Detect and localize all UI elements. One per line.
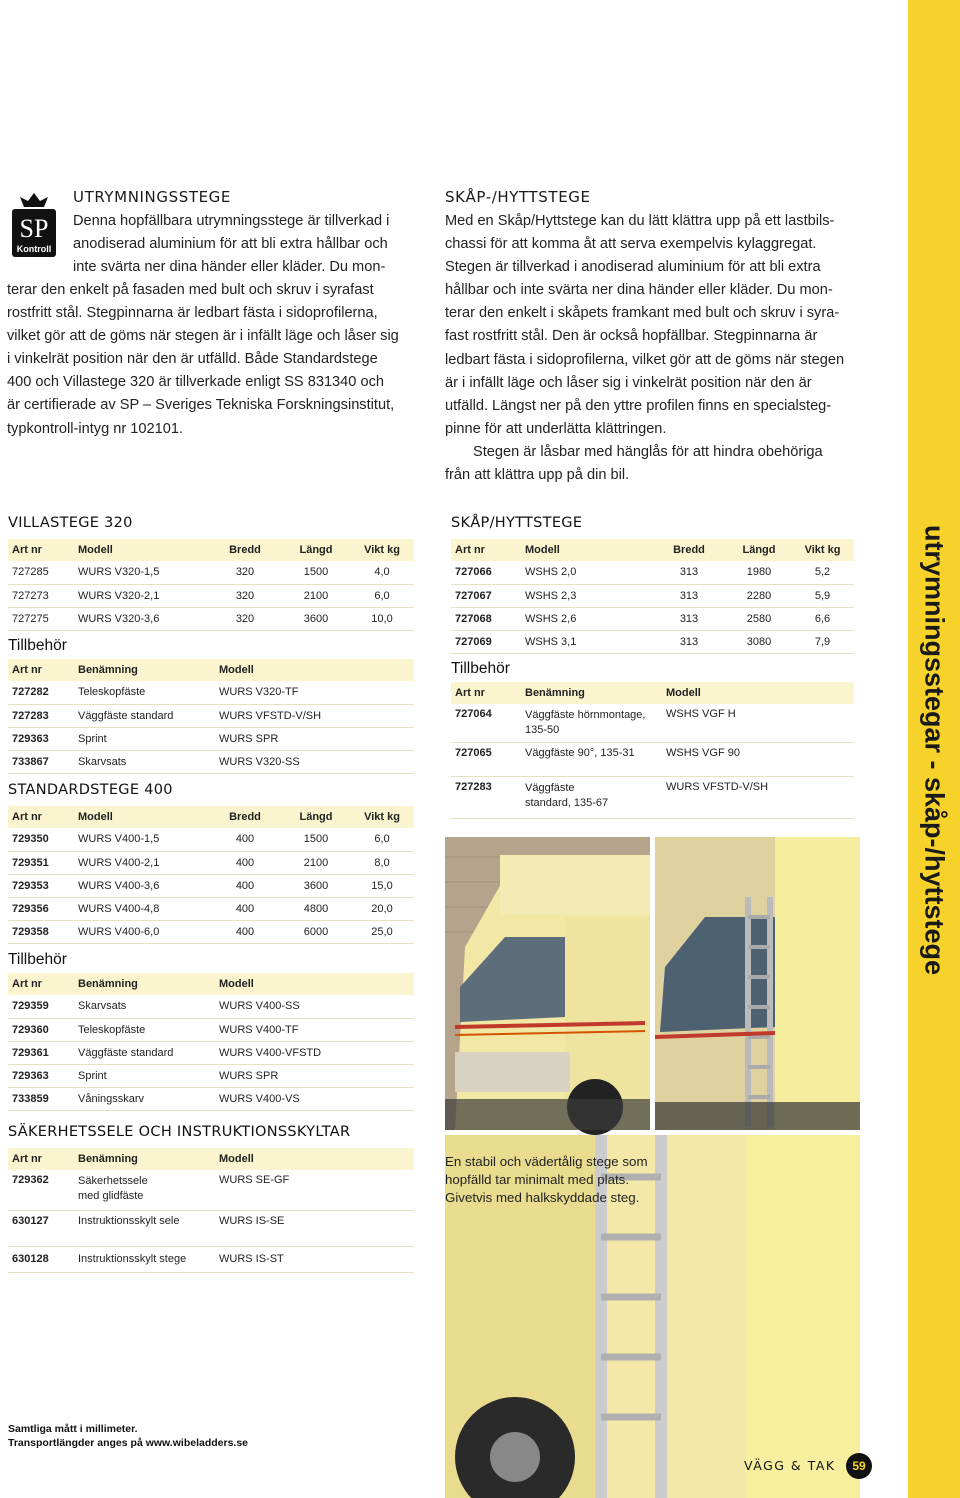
col-header: Art nr	[8, 659, 74, 681]
col-header: Benämning	[74, 659, 215, 681]
intro-line: fast rostfritt stål. Den är också hopfällbar. Stegpinnarna är	[445, 328, 818, 345]
cell: 6,6	[791, 607, 854, 630]
table-row	[451, 742, 854, 776]
logo-sp-text: SP	[19, 214, 49, 243]
cell: 727283	[8, 704, 74, 727]
col-header: Benämning	[74, 973, 215, 995]
cell: 729360	[8, 1018, 74, 1041]
cell: 2580	[727, 607, 791, 630]
cell: Teleskopfäste	[74, 1018, 215, 1041]
cell: 313	[651, 584, 727, 607]
intro-line: utfälld. Längst ner på den yttre profilen finns en specialsteg-	[445, 397, 832, 414]
cell: WURS V400-2,1	[74, 851, 208, 874]
cell: Väggfäste standard	[74, 704, 215, 727]
cell: WURS IS-SE	[215, 1210, 414, 1246]
table-row	[451, 561, 854, 584]
cell: WURS V400-6,0	[74, 920, 208, 943]
table-row	[8, 851, 414, 874]
intro-line: från att klättra upp på din bil.	[445, 467, 630, 484]
intro-line: Stegen är låsbar med hänglås för att hindra obehöriga	[473, 443, 823, 460]
intro-line: är certifierade av SP – Sveriges Tekniska Forskningsinstitut,	[7, 397, 395, 414]
cell: 400	[208, 828, 282, 851]
cell: 6,0	[350, 584, 414, 607]
skap-table	[451, 539, 854, 654]
cell: Skarvsats	[74, 750, 215, 773]
intro-line: inte svärta ner dina händer eller kläder. Du mon-	[73, 259, 386, 276]
intro-line: rostfritt stål. Stegpinnarna är ledbart fästa i sidoprofilerna,	[7, 305, 378, 322]
cell: Väggfäste 90°, 135-31	[521, 742, 662, 776]
cell: 630127	[8, 1210, 74, 1246]
cell: 729363	[8, 1064, 74, 1087]
col-header: Art nr	[8, 1148, 74, 1170]
cell: 15,0	[350, 874, 414, 897]
cell: 729363	[8, 727, 74, 750]
intro-line: i vinkelrät position när den är utfälld. Både Standardstege	[7, 351, 378, 368]
villastege-title: VILLASTEGE 320	[8, 515, 133, 531]
standardstege-table	[8, 806, 414, 944]
villastege-tillbehor-title: Tillbehör	[8, 637, 67, 654]
section-label: VÄGG & TAK	[744, 1458, 836, 1473]
col-header: Art nr	[451, 682, 521, 704]
col-header: Benämning	[521, 682, 662, 704]
cell: 727065	[451, 742, 521, 776]
cell: WURS VFSTD-V/SH	[662, 776, 854, 818]
cell: 2100	[282, 851, 350, 874]
table-row	[8, 1246, 414, 1272]
cell: 400	[208, 897, 282, 920]
col-header: Längd	[727, 539, 791, 561]
col-header: Art nr	[8, 973, 74, 995]
table-row	[8, 1041, 414, 1064]
cell: 320	[208, 607, 282, 630]
col-header: Art nr	[8, 539, 74, 561]
cell: 3600	[282, 607, 350, 630]
table-row	[8, 1170, 414, 1210]
table-header-row	[8, 1148, 414, 1170]
cell: WSHS 3,1	[521, 630, 651, 653]
intro-line: hållbar och inte svärta ner dina händer eller kläder. Du mon-	[445, 282, 833, 299]
cell: 630128	[8, 1246, 74, 1272]
col-header: Längd	[282, 539, 350, 561]
cell: WURS V320-1,5	[74, 561, 208, 584]
col-header: Vikt kg	[791, 539, 854, 561]
table-header-row	[451, 539, 854, 561]
col-header: Modell	[215, 1148, 414, 1170]
table-row	[8, 897, 414, 920]
intro-line: anodiserad aluminium för att bli extra hållbar och	[73, 236, 388, 253]
col-header: Art nr	[8, 806, 74, 828]
table-row	[8, 681, 414, 704]
sp-kontroll-logo	[8, 189, 60, 261]
cell: 727282	[8, 681, 74, 704]
right-intro-body	[445, 210, 844, 487]
table-row	[451, 607, 854, 630]
table-row	[8, 584, 414, 607]
cell: 6000	[282, 920, 350, 943]
cell: 1500	[282, 828, 350, 851]
cell: 5,9	[791, 584, 854, 607]
cell: Sprint	[74, 727, 215, 750]
cell: 320	[208, 561, 282, 584]
cell: 320	[208, 584, 282, 607]
cell: 4,0	[350, 561, 414, 584]
cell: 400	[208, 851, 282, 874]
intro-line: Stegen är tillverkad i anodiserad aluminium för att bli extra	[445, 259, 821, 276]
cell: WURS SE-GF	[215, 1170, 414, 1210]
table-row	[8, 704, 414, 727]
cell: Sprint	[74, 1064, 215, 1087]
table-row	[8, 727, 414, 750]
table-row	[8, 995, 414, 1018]
cell: 400	[208, 920, 282, 943]
cell: Väggfäste hörnmontage, 135-50	[521, 704, 662, 742]
col-header: Benämning	[74, 1148, 215, 1170]
intro-line: Denna hopfällbara utrymningsstege är tillverkad i	[73, 213, 390, 229]
cell: WSHS 2,6	[521, 607, 651, 630]
utrymningsstege-heading: UTRYMNINGSSTEGE	[73, 188, 231, 206]
intro-line: 400 och Villastege 320 är tillverkade enligt SS 831340 och	[7, 374, 384, 391]
table-row	[8, 1087, 414, 1110]
cell: 727066	[451, 561, 521, 584]
table-row	[8, 1018, 414, 1041]
cell: 4800	[282, 897, 350, 920]
side-label: utrymningsstegar - skåp-/hyttstege	[919, 524, 950, 976]
cell: WSHS 2,3	[521, 584, 651, 607]
col-header: Vikt kg	[350, 539, 414, 561]
cell: 733859	[8, 1087, 74, 1110]
skap-title: SKÅP/HYTTSTEGE	[451, 515, 583, 531]
cell: 729353	[8, 874, 74, 897]
col-header: Bredd	[651, 539, 727, 561]
cell: 733867	[8, 750, 74, 773]
intro-line: chassi för att komma åt att serva exempelvis kylaggregat.	[445, 236, 817, 253]
col-header: Modell	[74, 539, 208, 561]
intro-line: terar den enkelt i skåpets framkant med bult och skruv i syra-	[445, 305, 840, 322]
cell: WURS V400-1,5	[74, 828, 208, 851]
col-header: Bredd	[208, 806, 282, 828]
villastege-accessories-table	[8, 659, 414, 774]
cell: WSHS 2,0	[521, 561, 651, 584]
cell: WURS V400-4,8	[74, 897, 208, 920]
cell: WURS V400-VFSTD	[215, 1041, 414, 1064]
table-row	[8, 561, 414, 584]
cell: 727064	[451, 704, 521, 742]
page-number: 59	[846, 1453, 872, 1479]
col-header: Modell	[215, 659, 414, 681]
table-header-row	[8, 659, 414, 681]
cell: Säkerhetssele med glidfäste	[74, 1170, 215, 1210]
skap-accessories-table	[451, 682, 854, 819]
cell: 1500	[282, 561, 350, 584]
footnote-line: Transportlängder anges på www.wibeladders.se	[8, 1437, 249, 1449]
cell: 727273	[8, 584, 74, 607]
col-header: Längd	[282, 806, 350, 828]
cell: 3080	[727, 630, 791, 653]
standardstege-title: STANDARDSTEGE 400	[8, 782, 173, 798]
cell: 729359	[8, 995, 74, 1018]
cell: 2100	[282, 584, 350, 607]
cell: Instruktionsskylt stege	[74, 1246, 215, 1272]
cell: 313	[651, 630, 727, 653]
cell: 729358	[8, 920, 74, 943]
cell: 729356	[8, 897, 74, 920]
cell: Instruktionsskylt sele	[74, 1210, 215, 1246]
table-row	[8, 828, 414, 851]
table-row	[8, 920, 414, 943]
cell: WURS V320-2,1	[74, 584, 208, 607]
col-header: Art nr	[451, 539, 521, 561]
intro-line: ledbart fästa i sidoprofilerna, vilket gör att de göms när stegen	[445, 351, 845, 368]
col-header: Modell	[521, 539, 651, 561]
cell: WURS V400-3,6	[74, 874, 208, 897]
intro-line: Med en Skåp/Hyttstege kan du lätt klättra upp på ett lastbils-	[445, 213, 835, 229]
cell: WSHS VGF H	[662, 704, 854, 742]
col-header: Modell	[74, 806, 208, 828]
table-row	[451, 630, 854, 653]
cell: 7,9	[791, 630, 854, 653]
skap-hyttstege-heading: SKÅP-/HYTTSTEGE	[445, 188, 591, 206]
cell: Teleskopfäste	[74, 681, 215, 704]
cell: 727275	[8, 607, 74, 630]
table-row	[451, 584, 854, 607]
cell: 729361	[8, 1041, 74, 1064]
cell: 20,0	[350, 897, 414, 920]
cell: 729362	[8, 1170, 74, 1210]
cell: WURS V320-3,6	[74, 607, 208, 630]
col-header: Modell	[662, 682, 854, 704]
cell: WURS SPR	[215, 727, 414, 750]
cell: 3600	[282, 874, 350, 897]
footnote	[8, 1422, 248, 1450]
cell: 727068	[451, 607, 521, 630]
cell: 25,0	[350, 920, 414, 943]
cell: 10,0	[350, 607, 414, 630]
table-row	[8, 607, 414, 630]
sakerhet-title: SÄKERHETSSELE OCH INSTRUKTIONSSKYLTAR	[8, 1124, 351, 1140]
cell: WURS V400-VS	[215, 1087, 414, 1110]
cell: 727285	[8, 561, 74, 584]
cell: WURS VFSTD-V/SH	[215, 704, 414, 727]
cell: WURS V400-SS	[215, 995, 414, 1018]
table-row	[8, 750, 414, 773]
table-header-row	[451, 682, 854, 704]
cell: WURS IS-ST	[215, 1246, 414, 1272]
cell: WURS V400-TF	[215, 1018, 414, 1041]
cell: WSHS VGF 90	[662, 742, 854, 776]
left-intro-body	[7, 279, 399, 441]
photo-caption: En stabil och vädertålig stege som hopfälld tar minimalt med plats. Givetvis med halkskyddade steg.	[445, 1154, 648, 1205]
left-intro-indent	[73, 210, 389, 279]
intro-line: pinne för att underlätta klättringen.	[445, 420, 667, 437]
cell: 2280	[727, 584, 791, 607]
intro-line: är i infällt läge och låser sig i vinkelrät position när den är	[445, 374, 812, 391]
table-row	[8, 1210, 414, 1246]
table-row	[8, 1064, 414, 1087]
table-row	[8, 874, 414, 897]
cell: 727283	[451, 776, 521, 818]
standardstege-accessories-table	[8, 973, 414, 1111]
cell: 1980	[727, 561, 791, 584]
sakerhet-table	[8, 1148, 414, 1273]
cell: 5,2	[791, 561, 854, 584]
cell: 727067	[451, 584, 521, 607]
table-header-row	[8, 806, 414, 828]
intro-line: terar den enkelt på fasaden med bult och skruv i syrafast	[7, 282, 374, 298]
intro-line: typkontroll-intyg nr 102101.	[7, 420, 184, 437]
footnote-line: Samtliga mått i millimeter.	[8, 1423, 138, 1435]
cell: Väggfäste standard, 135-67	[521, 776, 662, 818]
cell: 6,0	[350, 828, 414, 851]
cell: Skarvsats	[74, 995, 215, 1018]
cell: WURS V320-TF	[215, 681, 414, 704]
cell: Våningsskarv	[74, 1087, 215, 1110]
col-header: Modell	[215, 973, 414, 995]
skap-tillbehor-title: Tillbehör	[451, 660, 510, 677]
cell: 313	[651, 561, 727, 584]
table-row	[451, 704, 854, 742]
cell: 8,0	[350, 851, 414, 874]
cell: WURS V320-SS	[215, 750, 414, 773]
villastege-table	[8, 539, 414, 631]
table-header-row	[8, 973, 414, 995]
cell: 727069	[451, 630, 521, 653]
cell: 400	[208, 874, 282, 897]
cell: 729350	[8, 828, 74, 851]
table-header-row	[8, 539, 414, 561]
cell: 313	[651, 607, 727, 630]
cell: 729351	[8, 851, 74, 874]
intro-line: vilket gör att de göms när stegen är i infällt läge och låser sig	[7, 328, 399, 345]
col-header: Bredd	[208, 539, 282, 561]
table-row	[451, 776, 854, 818]
cell: Väggfäste standard	[74, 1041, 215, 1064]
cell: WURS SPR	[215, 1064, 414, 1087]
standardstege-tillbehor-title: Tillbehör	[8, 951, 67, 968]
logo-kontroll-text: Kontroll	[16, 244, 52, 254]
col-header: Vikt kg	[350, 806, 414, 828]
